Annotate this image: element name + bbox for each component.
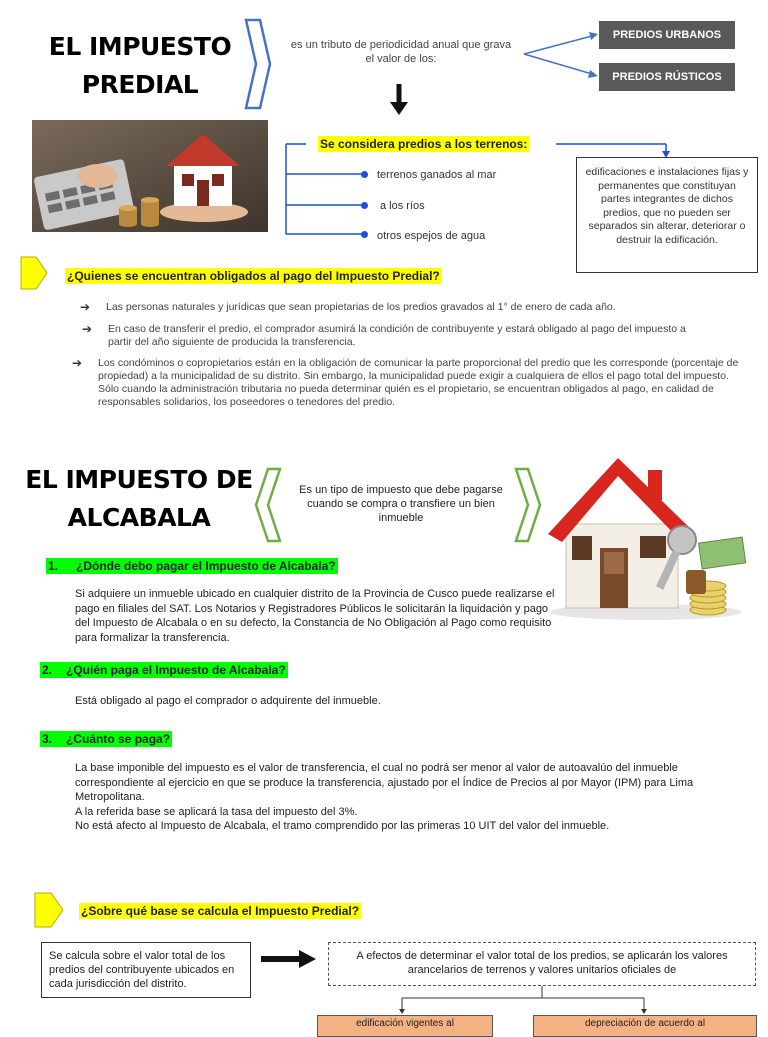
down-arrow-icon [389,84,409,116]
branch-connector-lines [390,986,660,1016]
orange-box-left [317,1015,493,1037]
alcabala-title-line1: EL IMPUESTO DE [25,465,253,494]
q2-heading-text [40,662,288,678]
obligados-item-1 [80,300,706,314]
obligados-item-3 [72,356,740,409]
edificaciones-box [576,157,758,273]
predial-title-line1: EL IMPUESTO [48,32,232,61]
edificaciones-text: edificaciones e instalaciones fijas y permanentes que constituyan partes integrantes de dichos predios, que no pueden ser separados sin alterar, deteriorar o destruir la edificación. [585,166,749,246]
obligados-item-1-text: Las personas naturales y jurídicas que sean propietarias de los predios gravados al 1° de enero de cada año. [106,301,616,313]
obligados-item-2 [82,322,708,349]
q3-heading-text [40,731,172,747]
predios-urbanos-box: PREDIOS URBANOS [599,21,735,49]
predial-definition: es un tributo de periodicidad anual que grava el valor de los: [290,39,512,65]
q3-number: 3. [42,732,53,746]
terreno-item-3: otros espejos de agua [377,230,486,242]
obligados-question-text: ¿Quienes se encuentran obligados al pago del Impuesto Predial? [67,269,440,283]
green-chevron-right-icon [514,467,542,543]
base-question-text: ¿Sobre qué base se calcula el Impuesto Predial? [81,904,360,918]
arrow-bullet-icon: ➔ [80,300,91,314]
orange-box-right [533,1015,757,1037]
q1-heading [46,557,338,575]
predial-title-line2: PREDIAL [81,70,199,99]
base-right-box [328,942,756,986]
q3-question: ¿Cuánto se paga? [66,732,171,746]
right-arrow-icon [261,949,317,969]
base-right-text: A efectos de determinar el valor total de los predios, se aplicarán los valores arancelarios de terrenos y valores unitarios oficiales de [356,950,728,976]
terreno-item-1: terrenos ganados al mar [377,169,497,181]
q2-number: 2. [42,663,53,677]
alcabala-title-line2: ALCABALA [67,503,211,532]
obligados-item-3-text: Los condóminos o copropietarios están en la obligación de comunicar la parte proporcional del predio que les corresponde (porcentaje de propiedad) a la municipalidad de su distrito. Sin embargo, la municipalidad puede exigir a cualquiera de ellos el pago total del impuesto. Sólo cuando la administración tributaria no pueda determinar quién es el propietario, se encuentran obligados al pago, en calidad de responsables solidarios, los poseedores o tenedores del predio. [98,357,739,408]
terreno-item-2: a los ríos [380,200,425,212]
yellow-pentagon-icon [20,256,48,290]
bullet-dot-2 [361,202,368,209]
predial-title [40,28,240,104]
base-left-box [41,942,251,998]
alcabala-definition: Es un tipo de impuesto que debe pagarse cuando se compra o transfiere un bien inmueble [299,484,503,524]
blue-chevron-icon [244,18,272,110]
base-question [79,902,361,920]
arrow-bullet-icon: ➔ [82,322,93,336]
bullet-dot-1 [361,171,368,178]
q3-answer-line-2: A la referida base se aplicará la tasa del impuesto del 3%. [75,805,358,818]
obligados-item-2-text: En caso de transferir el predio, el comprador asumirá la condición de contribuyente y estará obligado al pago del impuesto a partir del año siguiente de producida la transferencia. [108,323,686,348]
yellow-pentagon-icon-2 [34,892,64,928]
house-keys-image [540,452,752,622]
q1-question: ¿Dónde debo pagar el Impuesto de Alcabala? [76,559,336,573]
house-calculator-image [32,120,268,232]
green-chevron-left-icon [254,467,282,543]
orange-box-left-text: edificación vigentes al [356,1018,454,1029]
orange-box-right-text: depreciación de acuerdo al [584,1018,706,1029]
q1-heading-text [46,558,338,574]
split-arrows-icon [520,28,600,84]
obligados-question [65,267,442,285]
q1-number: 1. [48,559,59,573]
predios-rusticos-box: PREDIOS RÚSTICOS [599,63,735,91]
arrow-bullet-icon: ➔ [72,356,83,370]
considera-label-text: Se considera predios a los terrenos: [320,137,528,151]
q2-heading [40,661,288,679]
bullet-dot-3 [361,231,368,238]
q3-answer-line-3: No está afecto al Impuesto de Alcabala, el tramo comprendido por las primeras 10 UIT del valor del inmueble. [75,820,610,832]
q2-question: ¿Quién paga el Impuesto de Alcabala? [66,663,286,677]
q3-heading [40,730,172,748]
q3-answer [75,761,745,834]
base-left-text: Se calcula sobre el valor total de los predios del contribuyente ubicados en cada jurisdicción del distrito. [49,950,235,990]
q2-answer: Está obligado al pago el comprador o adquirente del inmueble. [75,695,381,707]
alcabala-title [20,461,258,537]
q1-answer: Si adquiere un inmueble ubicado en cualquier distrito de la Provincia de Cusco puede realizarse el pago en filiales del SAT. Los Notarios y Registradores Públicos le solicitarán la liquidación y pago del Impuesto de Alcabala o en su defecto, la Constancia de No Obligación al Pago como requisito para formalizar la transferencia. [75,588,555,644]
q3-answer-line-1: La base imponible del impuesto es el valor de transferencia, el cual no podrá ser menor al valor de autoavalúo del inmueble correspondiente al ejercicio en que se produce la transferencia, ajustado por el Índice de Precios al por Mayor (IPM) para Lima Metropolitana. [75,762,694,803]
